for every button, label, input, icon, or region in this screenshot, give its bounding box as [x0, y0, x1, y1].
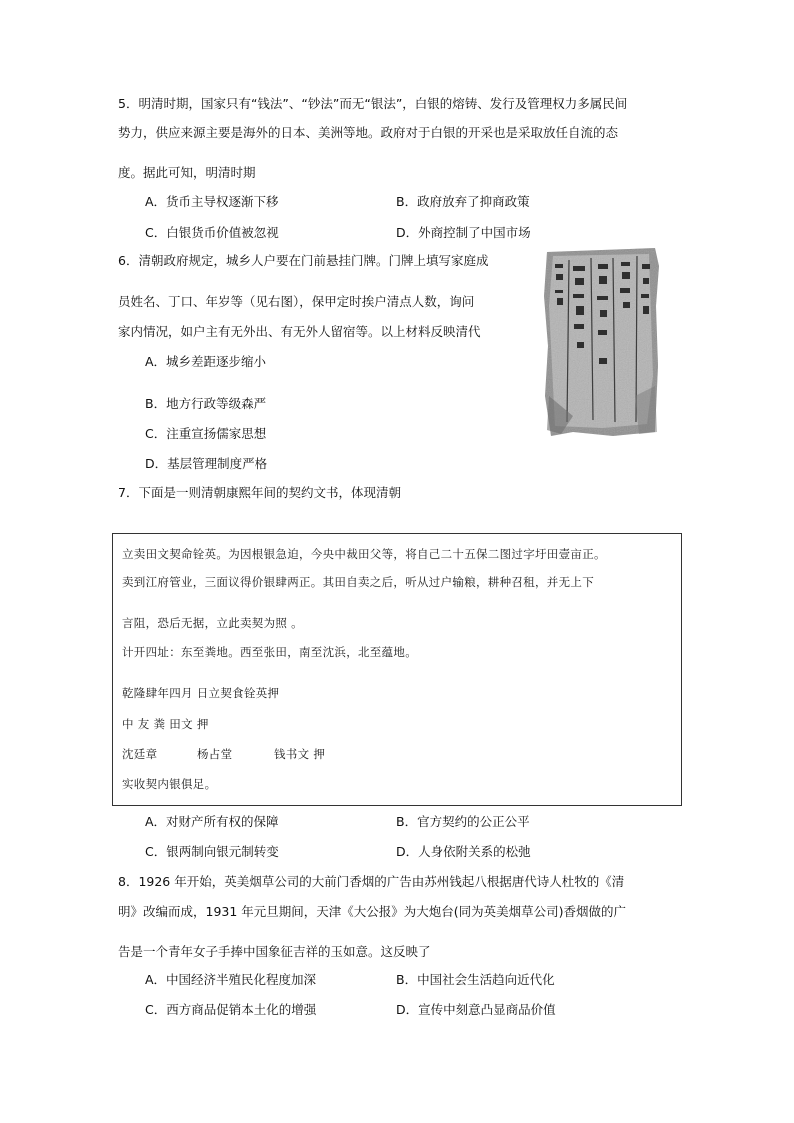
q7-option-a[interactable]: A．对财产所有权的保障 — [145, 814, 279, 829]
q5-stem-line-3: 度。据此可知，明清时期 — [118, 165, 256, 180]
q5-stem-line-2: 势力，供应来源主要是海外的日本、美洲等地。政府对于白银的开采也是采取放任自流的态 — [118, 125, 619, 140]
contract-line-8: 实收契内银俱足。 — [122, 777, 217, 791]
q7-option-c[interactable]: C．银两制向银元制转变 — [145, 844, 279, 859]
q7-option-b[interactable]: B．官方契约的公正公平 — [396, 814, 530, 829]
q6-option-c[interactable]: C．注重宣扬儒家思想 — [145, 426, 267, 441]
q8-option-c[interactable]: C．西方商品促销本土化的增强 — [145, 1002, 317, 1017]
q8-option-a[interactable]: A．中国经济半殖民化程度加深 — [145, 972, 317, 987]
q8-option-b[interactable]: B．中国社会生活趋向近代化 — [396, 972, 555, 987]
contract-line-7-name-2: 杨占堂 — [197, 747, 233, 761]
contract-line-6: 中 友 粪 田文 押 — [122, 717, 209, 731]
q6-option-a[interactable]: A．城乡差距逐步缩小 — [145, 354, 267, 369]
q5-stem-line-1: 5．明清时期，国家只有“钱法”、“钞法”而无“银法”，白银的熔铸、发行及管理权力多属民间 — [118, 96, 628, 111]
q8-option-d[interactable]: D．宣传中刻意凸显商品价值 — [396, 1002, 556, 1017]
contract-line-5: 乾隆肆年四月 日立契食铨英押 — [122, 686, 280, 700]
q6-stem-line-2: 员姓名、丁口、年岁等（见右图），保甲定时挨户清点人数，询问 — [118, 294, 475, 309]
door-plate-photo — [543, 246, 660, 438]
q6-stem-line-3: 家内情况，如户主有无外出、有无外人留宿等。以上材料反映清代 — [118, 324, 481, 339]
contract-line-1: 立卖田文契命铨英。为因根银急迫，今央中裁田父等，将自己二十五保二图过字圩田壹亩正。 — [122, 547, 606, 561]
q8-stem-line-1: 8．1926 年开始，英美烟草公司的大前门香烟的广告由苏州钱起八根据唐代诗人杜牧的《清 — [118, 874, 625, 889]
contract-line-7-name-1: 沈廷章 — [122, 747, 158, 761]
contract-line-7-name-3: 钱书文 押 — [274, 747, 326, 761]
q8-stem-line-3: 告是一个青年女子手捧中国象征吉祥的玉如意。这反映了 — [118, 944, 431, 959]
q6-stem-line-1: 6．清朝政府规定，城乡人户要在门前悬挂门牌。门牌上填写家庭成 — [118, 253, 489, 268]
q7-stem: 7．下面是一则清朝康熙年间的契约文书，体现清朝 — [118, 485, 401, 500]
q6-option-d[interactable]: D．基层管理制度严格 — [145, 456, 268, 471]
q8-stem-line-2: 明》改编而成，1931 年元旦期间，天津《大公报》为大炮台(同为英美烟草公司)香烟做的广 — [118, 904, 627, 919]
contract-line-4: 计开四址：东至粪地。西至张田，南至沈浜，北至蕴地。 — [122, 645, 417, 659]
q6-option-b[interactable]: B．地方行政等级森严 — [145, 396, 267, 411]
q5-option-b[interactable]: B．政府放弃了抑商政策 — [396, 194, 530, 209]
q5-option-a[interactable]: A．货币主导权逐渐下移 — [145, 194, 279, 209]
contract-line-2: 卖到江府管业，三面议得价银肆两正。其田自卖之后，听从过户输粮，耕种召租，并无上下 — [122, 575, 594, 589]
q5-option-c[interactable]: C．白银货币价值被忽视 — [145, 225, 279, 240]
q5-option-d[interactable]: D．外商控制了中国市场 — [396, 225, 531, 240]
contract-line-3: 言阻，恐后无据，立此卖契为照 。 — [122, 616, 303, 630]
q7-option-d[interactable]: D．人身依附关系的松弛 — [396, 844, 531, 859]
